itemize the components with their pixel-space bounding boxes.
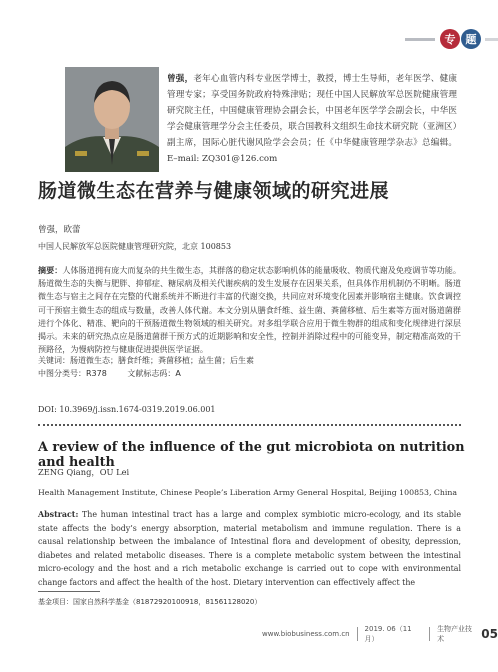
section-char-1: 专 [440, 29, 460, 49]
article-title-en: A review of the influence of the gut microbiota on nutrition and health [38, 440, 465, 470]
authors-en: ZENG Qiang，OU Lei [38, 467, 130, 477]
abstract-label-en: Abstract: [38, 510, 79, 519]
abstract-cn [38, 264, 461, 356]
authors-cn: 曾强，欧蕾 [38, 225, 81, 235]
page-number: 05 [481, 627, 498, 641]
author-portrait [65, 67, 159, 172]
author-name: 曾强， [167, 74, 194, 84]
document-code: 文献标志码：A [127, 369, 181, 379]
footnote-rule [38, 591, 100, 592]
keywords-cn: 关键词：肠道微生态；膳食纤维；粪菌移植；益生菌；后生素 [38, 356, 254, 365]
section-divider [38, 424, 461, 426]
affiliation-en: Health Management Institute, Chinese People’s Liberation Army General Hospital, Beijing 100853, China [38, 488, 458, 497]
classification-line [38, 367, 254, 380]
abstract-en-text: The human intestinal tract has a large and complex symbiotic micro-ecology, and its stable state affects the body’s energy absorption, material metabolism and immune regulation. There is a causal relationship between the imbalance of Intestinal flora and development of obesity, depression, diabetes and related metabolic diseases. There is a complete metabolic system between the intestinal micro-ecology and the host and a rich metabolic exchange is carried out to cope with environmental change factors and affect the health of the host. Dietary intervention can effectively affect the [38, 510, 461, 587]
footer-website: www.biobusiness.com.cn [262, 630, 350, 638]
badge-left-bar [405, 38, 435, 41]
doi: DOI: 10.3969/j.issn.1674-0319.2019.06.001 [38, 405, 216, 414]
author-bio-text: 老年心血管内科专业医学博士，教授，博士生导师，老年医学、健康管理专家；享受国务院政府特殊津贴；现任中国人民解放军总医院健康管理研究院主任，中国健康管理协会副会长，中国老年医学学会副会长，中华医学会健康管理学分会主任委员，联合国教科文组织生命技术研究院（亚洲区）副主席，国际心脏代谢风险学会会员；任《中华健康管理学杂志》总编辑。E–mail: ZQ301@126.com [167, 74, 457, 164]
footer-separator [357, 627, 358, 641]
portrait-image [65, 67, 159, 172]
abstract-en [38, 508, 461, 590]
section-badge [405, 27, 498, 51]
affiliation-cn: 中国人民解放军总医院健康管理研究院，北京 100853 [38, 242, 232, 251]
abstract-label-cn: 摘要： [38, 265, 63, 275]
footer-issue: 2019. 06（11 月） [364, 625, 412, 643]
clc-number: 中图分类号：R378 [38, 369, 107, 379]
page-footer [262, 624, 498, 644]
funding-footnote: 基金项目：国家自然科学基金（81872920100918，81561128020） [38, 598, 262, 606]
article-meta-cn [38, 354, 254, 380]
section-char-2: 题 [461, 29, 481, 49]
footer-journal: 生物产业技术 [437, 625, 473, 643]
article-title-cn: 肠道微生态在营养与健康领域的研究进展 [38, 180, 390, 202]
author-bio [167, 71, 457, 167]
abstract-cn-text: 人体肠道拥有庞大而复杂的共生微生态，其群落的稳定状态影响机体的能量吸收、物质代谢及免疫调节等功能。肠道微生态的失衡与肥胖、抑郁症、糖尿病及相关代谢疾病的发生发展存在因果关系，但具体作用机制仍不明晰。肠道微生态与宿主之间存在完整的代谢系统并不断进行丰富的代谢交换，共同应对环境变化因素并影响宿主健康。饮食调控可干预宿主微生态的组成与数量，改善人体代谢。本文分别从膳食纤维、益生菌、粪菌移植、后生素等方面对肠道菌群进行个体化、精准、靶向的干预肠道微生物领域的相关研究。对多组学联合应用于微生物群的组成和变化规律进行深层揭示。未来的研究热点应是肠道菌群干预方式的近期影响和安全性，控制并消除过程中的可能变异，制定精准高效的干预路径，为慢病防控与健康促进提供医学证据。 [38, 265, 461, 355]
footer-separator [429, 627, 430, 641]
badge-right-bar [485, 38, 498, 41]
